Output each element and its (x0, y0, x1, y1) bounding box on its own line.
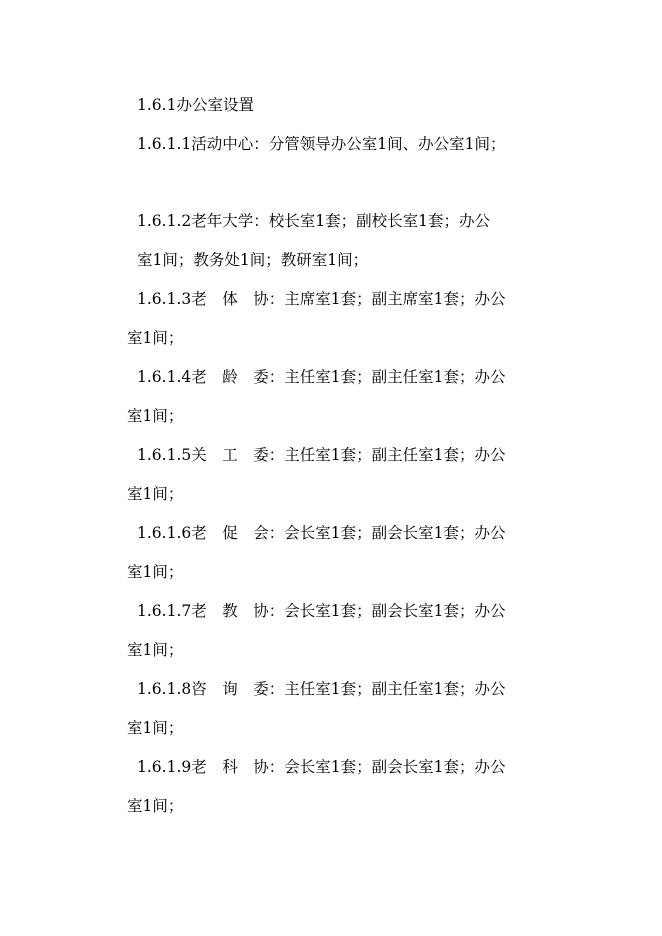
paragraph-line: 室1间； (127, 485, 184, 503)
paragraph-line: 室1间； (127, 797, 184, 815)
paragraph-line: 1.6.1.5关 工 委：主任室1套；副主任室1套；办公 (137, 446, 506, 464)
paragraph-line: 1.6.1.4老 龄 委：主任室1套；副主任室1套；办公 (137, 368, 506, 386)
paragraph-line: 1.6.1.2老年大学：校长室1套；副校长室1套；办公 (137, 212, 490, 230)
paragraph-line: 室1间； (127, 641, 184, 659)
paragraph-line: 室1间；教务处1间；教研室1间； (137, 251, 369, 269)
paragraph-line: 室1间； (127, 329, 184, 347)
paragraph-line: 1.6.1.1活动中心：分管领导办公室1间、办公室1间； (137, 135, 506, 153)
paragraph-line: 1.6.1.7老 教 协：会长室1套；副会长室1套；办公 (137, 602, 506, 620)
paragraph-line: 室1间； (127, 719, 184, 737)
paragraph-line: 1.6.1.9老 科 协：会长室1套；副会长室1套；办公 (137, 758, 506, 776)
paragraph-line: 室1间； (127, 407, 184, 425)
paragraph-line: 1.6.1.6老 促 会：会长室1套；副会长室1套；办公 (137, 524, 506, 542)
paragraph-line: 室1间； (127, 563, 184, 581)
paragraph-line: 1.6.1.3老 体 协：主席室1套；副主席室1套；办公 (137, 290, 506, 308)
paragraph-line: 1.6.1.8咨 询 委：主任室1套；副主任室1套；办公 (137, 680, 506, 698)
section-heading: 1.6.1办公室设置 (137, 96, 254, 114)
